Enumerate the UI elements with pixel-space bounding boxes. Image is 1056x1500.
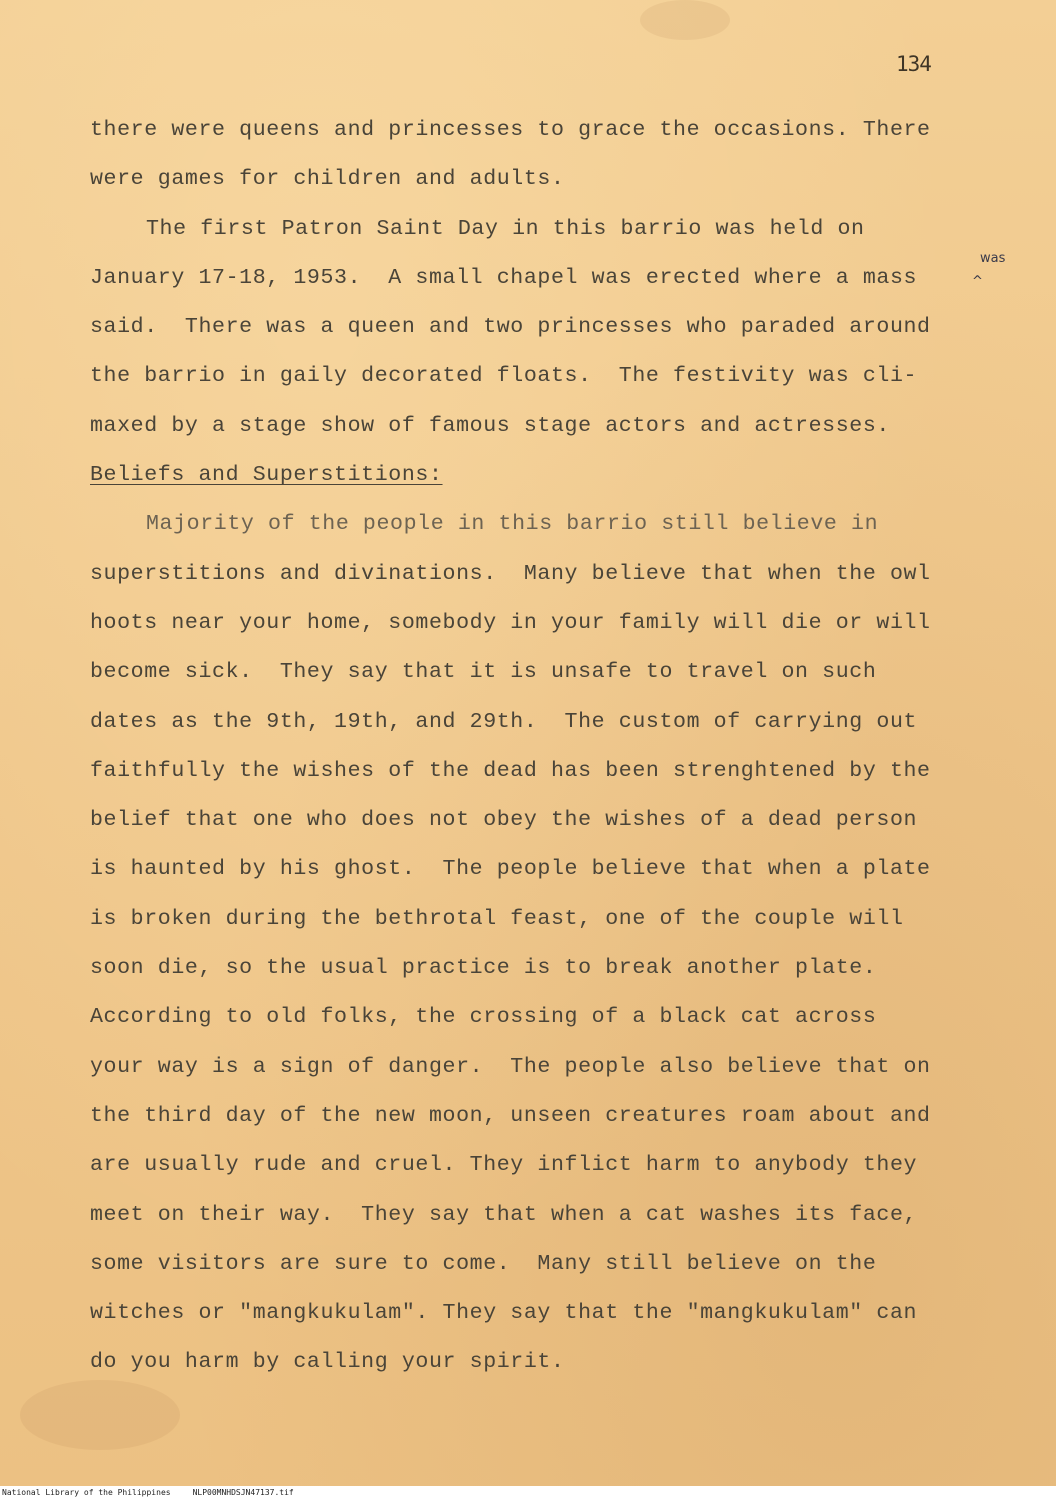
- section-heading: Beliefs and Superstitions:: [90, 463, 443, 488]
- text-line: the barrio in gaily decorated floats. The festivity was cli-: [90, 364, 918, 389]
- text-line: The first Patron Saint Day in this barrio was held on: [146, 216, 865, 241]
- text-line: is broken during the bethrotal feast, one of the couple will: [90, 906, 904, 931]
- scan-footer: [0, 1486, 1056, 1500]
- text-line: some visitors are sure to come. Many still believe on the: [90, 1251, 877, 1276]
- text-line: maxed by a stage show of famous stage actors and actresses.: [90, 413, 890, 438]
- text-line: meet on their way. They say that when a cat washes its face,: [90, 1202, 918, 1227]
- paper-stain: [20, 1380, 180, 1450]
- text-line: dates as the 9th, 19th, and 29th. The custom of carrying out: [90, 709, 918, 734]
- text-line: According to old folks, the crossing of a black cat across: [90, 1005, 877, 1030]
- text-line: belief that one who does not obey the wishes of a dead person: [90, 808, 918, 833]
- text-line: soon die, so the usual practice is to break another plate.: [90, 956, 877, 981]
- typed-body-text: [90, 106, 1020, 1388]
- text-line: the third day of the new moon, unseen creatures roam about and: [90, 1103, 931, 1128]
- text-line: your way is a sign of danger. The people also believe that on: [90, 1054, 931, 1079]
- text-line: witches or "mangkukulam". They say that the "mangkukulam" can: [90, 1301, 918, 1326]
- text-line: hoots near your home, somebody in your family will die or will: [90, 610, 931, 635]
- handwritten-insertion: was: [980, 251, 1006, 266]
- paper-stain: [640, 0, 730, 40]
- text-line: faithfully the wishes of the dead has been strenghtened by the: [90, 758, 931, 783]
- text-line: there were queens and princesses to grace the occasions. There: [90, 118, 931, 142]
- text-line: are usually rude and cruel. They inflict harm to anybody they: [90, 1153, 918, 1178]
- text-line: is haunted by his ghost. The people believe that when a plate: [90, 857, 931, 882]
- text-line: were games for children and adults.: [90, 167, 565, 192]
- page-number: 134: [896, 52, 931, 76]
- file-name: NLP00MNHDSJN47137.tif: [192, 1488, 294, 1497]
- text-line: do you harm by calling your spirit.: [90, 1350, 565, 1375]
- text-line: Majority of the people in this barrio still believe in: [146, 512, 879, 537]
- text-line: superstitions and divinations. Many believe that when the owl: [90, 561, 931, 586]
- text-line: January 17-18, 1953. A small chapel was erected where a mass: [90, 265, 918, 290]
- library-credit: National Library of the Philippines: [2, 1488, 171, 1497]
- text-line: become sick. They say that it is unsafe to travel on such: [90, 660, 877, 685]
- insertion-caret: ^: [972, 274, 983, 289]
- text-line: said. There was a queen and two princesses who paraded around: [90, 315, 931, 340]
